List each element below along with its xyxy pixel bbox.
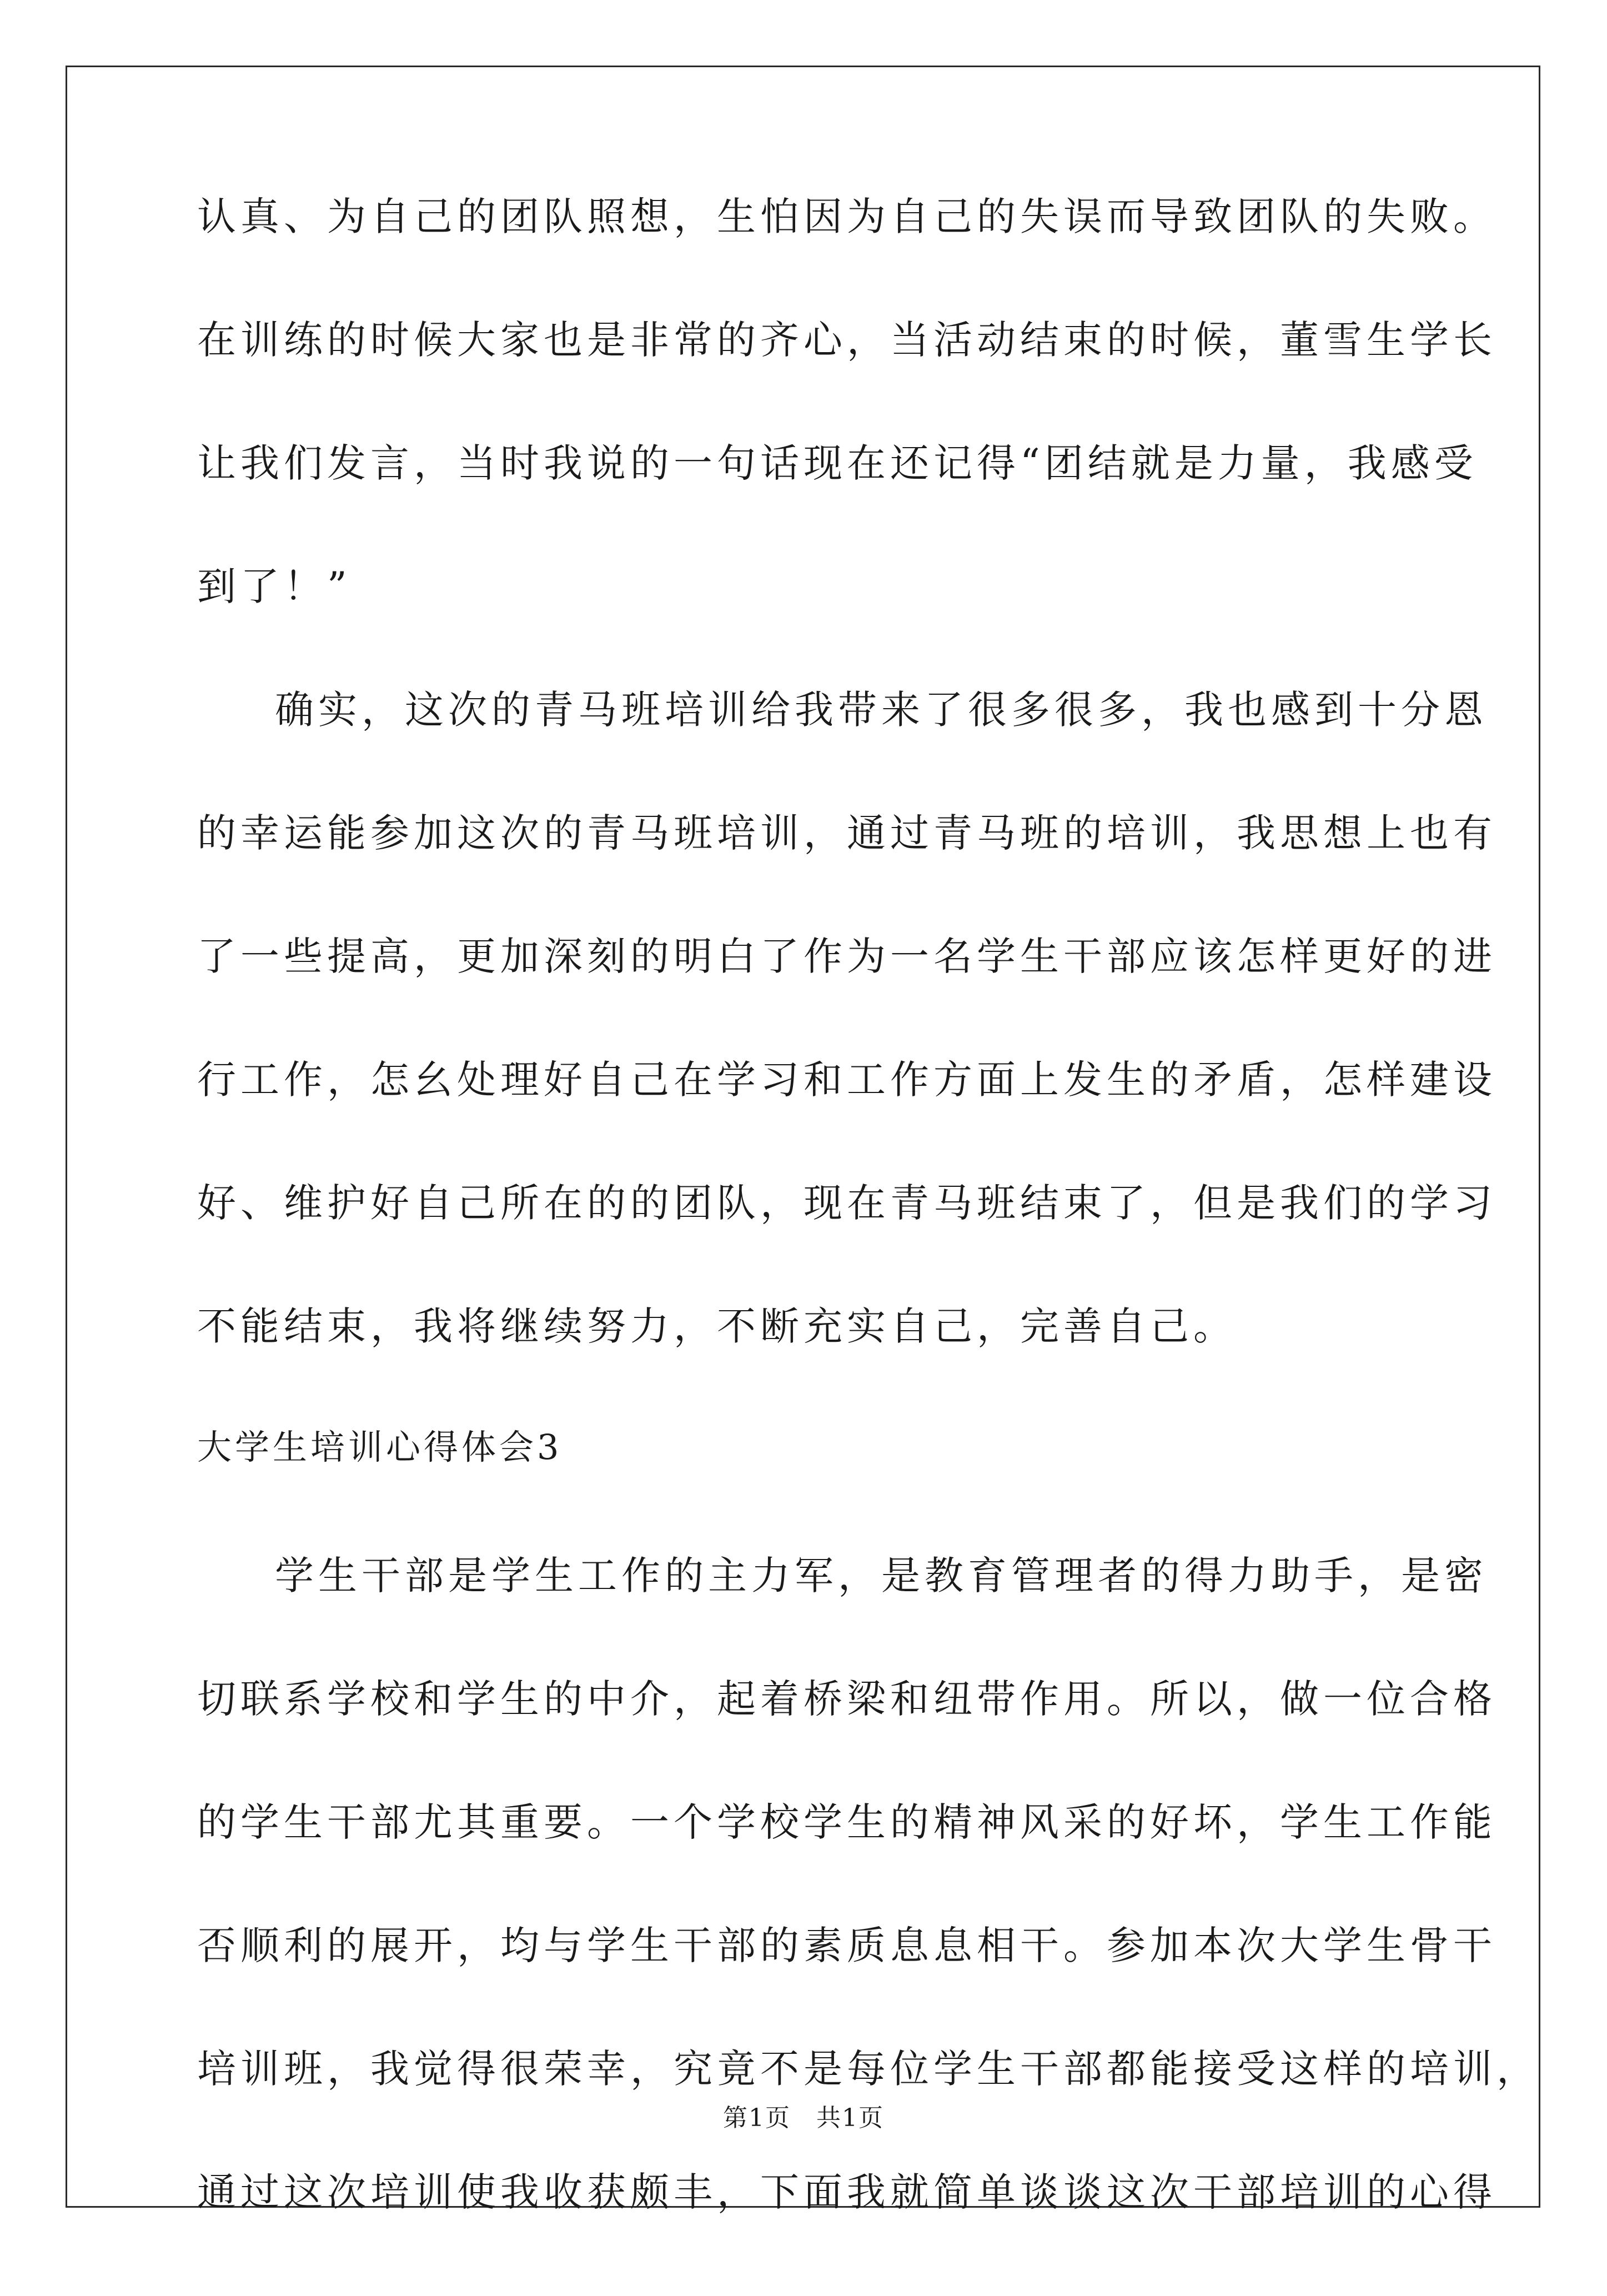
text-line: 通过这次培训使我收获颇丰，下面我就简单谈谈这次干部培训的心得: [197, 2169, 1496, 2215]
text-line: 行工作，怎幺处理好自己在学习和工作方面上发生的矛盾，怎样建设: [197, 1057, 1496, 1102]
text-line: 切联系学校和学生的中介，起着桥梁和纽带作用。所以，做一位合格: [197, 1676, 1496, 1722]
text-line: 确实，这次的青马班培训给我带来了很多很多，我也感到十分恩: [275, 687, 1488, 733]
text-line: 学生干部是学生工作的主力军，是教育管理者的得力助手，是密: [275, 1553, 1488, 1598]
text-line: 否顺利的展开，均与学生干部的素质息息相干。参加本次大学生骨干: [197, 1923, 1496, 1968]
text-line: 在训练的时候大家也是非常的齐心，当活动结束的时候，董雪生学长: [197, 317, 1496, 363]
text-line: 的学生干部尤其重要。一个学校学生的精神风采的好坏，学生工作能: [197, 1799, 1496, 1845]
text-line: 的幸运能参加这次的青马班培训，通过青马班的培训，我思想上也有: [197, 810, 1496, 856]
page-footer: 第1页 共1页: [723, 2104, 884, 2132]
text-line: 不能结束，我将继续努力，不断充实自己，完善自己。: [197, 1304, 1237, 1349]
text-line: 培训班，我觉得很荣幸，究竟不是每位学生干部都能接受这样的培训，: [197, 2046, 1540, 2092]
section-heading: 大学生培训心得体会3: [197, 1427, 563, 1467]
text-line: 好、维护好自己所在的的团队，现在青马班结束了，但是我们的学习: [197, 1180, 1496, 1226]
document-body: [197, 194, 1540, 2296]
text-line: 到了！”: [197, 564, 351, 609]
text-line: 让我们发言，当时我说的一句话现在还记得“团结就是力量，我感受: [197, 440, 1478, 486]
text-line: 了一些提高，更加深刻的明白了作为一名学生干部应该怎样更好的进: [197, 934, 1496, 979]
text-line: 认真、为自己的团队照想，生怕因为自己的失误而导致团队的失败。: [197, 194, 1496, 239]
